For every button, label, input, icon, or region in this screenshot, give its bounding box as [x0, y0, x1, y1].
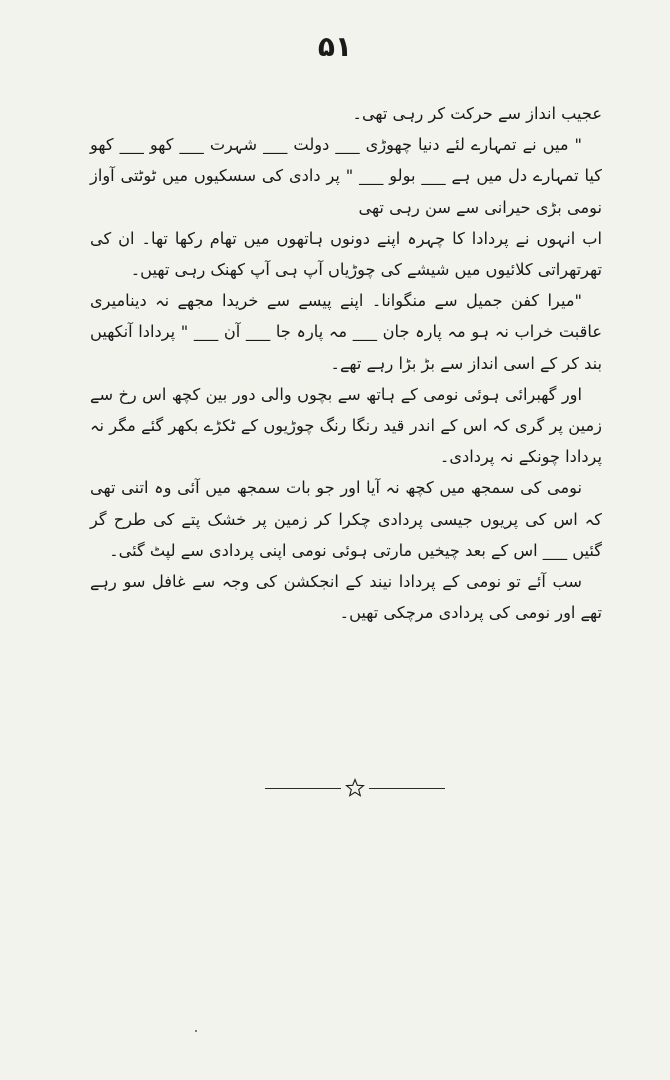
paragraph: "میرا کفن جمیل سے منگوانا۔ اپنے پیسے سے خریدا مجھے نہ دینامیری عاقبت خراب نہ ہو مہ پارہ جان ___ مہ پارہ جا ___ آن ___ " پردادا آنکھیں بند کر کے اسی انداز سے بڑ بڑا رہے تھے۔	[90, 291, 602, 373]
paper-speck	[195, 1030, 197, 1032]
paragraph: سب آئے تو نومی کے پردادا نیند کے انجکشن کی وجہ سے غافل سو رہے تھے اور نومی کی پردادی مرچکی تھیں۔	[90, 572, 602, 623]
page-number: ۵۱	[317, 30, 353, 63]
paragraph: اور گھبرائی ہوئی نومی کے ہاتھ سے بچوں والی دور بین کچھ اس رخ سے زمین پر گری کہ اس کے اندر قید رنگا رنگ چوڑیوں کے ٹکڑے بکھر گئے مگر نہ پردادا چونکے نہ پردادی۔	[90, 384, 602, 467]
star-icon	[345, 778, 365, 798]
paragraph: عجیب انداز سے حرکت کر رہی تھی۔	[352, 104, 602, 123]
section-end-ornament	[265, 778, 445, 798]
paragraph: نومی کی سمجھ میں کچھ نہ آیا اور جو بات سمجھ میں آئی وہ اتنی تھی کہ اس کی پریوں جیسی پردادی چکرا کر زمین پر خشک پتے کی طرح گر گئیں ___ اس کے بعد چیخیں مارتی ہوئی نومی اپنی پردادی سے لپٹ گئی۔	[90, 478, 602, 560]
ornament-line-left	[265, 788, 341, 789]
story-text	[90, 98, 602, 628]
ornament-line-right	[369, 788, 445, 789]
paragraph: اب انہوں نے پردادا کا چہرہ اپنے دونوں ہاتھوں میں تھام رکھا تھا۔ ان کی تھرتھراتی کلائیوں میں شیشے کی چوڑیاں آپ ہی آپ کھنک رہی تھیں۔	[90, 228, 602, 280]
paragraph: " میں نے تمہارے لئے دنیا چھوڑی ___ دولت ___ شہرت ___ کھو ___ کھو کیا تمہارے دل میں ہے ___ بولو ___ " پر دادی کی سسکیوں میں ٹوٹتی آواز نومی بڑی حیرانی سے سن رہی تھی	[90, 135, 602, 217]
